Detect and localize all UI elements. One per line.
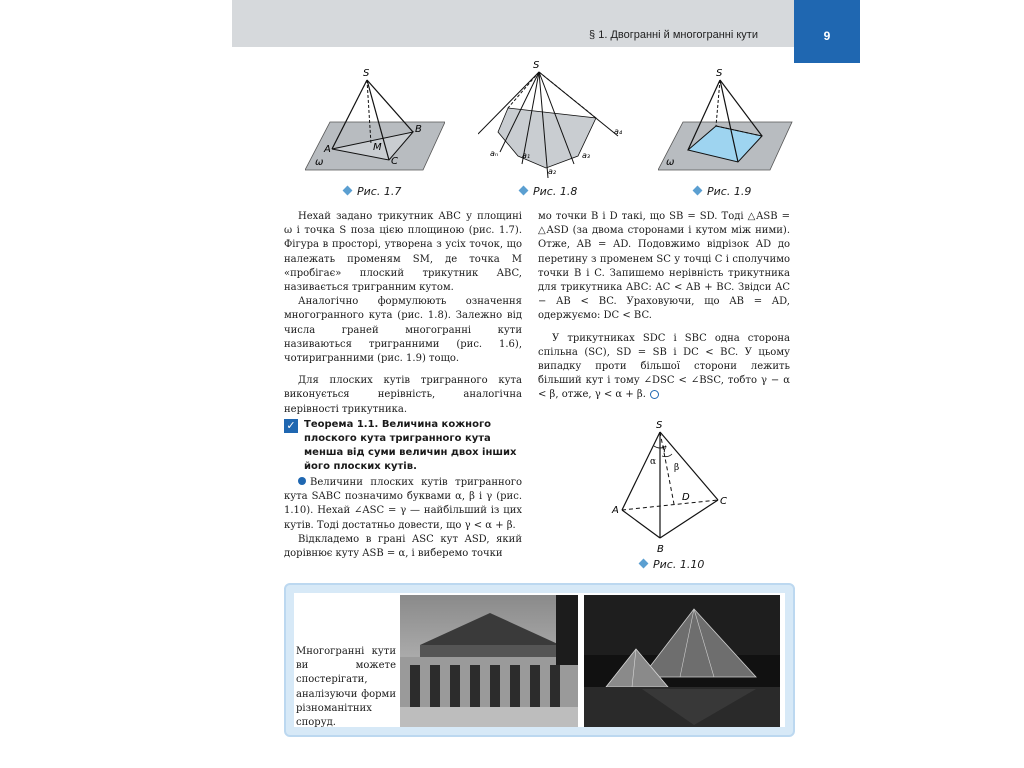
theorem-1-1: Теорема 1.1. Величина кожного плоского кута тригранного кута менша від суми величин двох інших його плоских кутів. [304,419,517,472]
paragraph: Відкладемо в грані ASC кут ASD, який дорівнює куту ASB = α, і виберемо точки [284,533,522,560]
paragraph: мо точки B і D такі, що SB = SD. Тоді △ASB = △ASD (за двома сторонами і кутом між ними). Отже, AB = AD. Подовжимо відрізок AD до перетину з променем SC у точці C і сполучимо точки B і C. Запишемо нерівність трикутника для трикутника ABC: AC < AB + BC. Звідси AC − AB < BC. Ураховуючи, що AB = AD, одержуємо: DC < BC. [538,211,790,322]
left-column [284,210,522,417]
right-column [538,210,790,403]
svg-text:M: M [373,142,382,153]
paragraph: Аналогічно формулюють означення многогранного кута (рис. 1.8). Залежно від числа граней многогранні кути називаються тригранними (рис. 1.6), чотиригранними (рис. 1.9) тощо. [284,296,522,365]
proof-bullet-icon [298,477,306,485]
caption-1-8: Рис. 1.8 [520,185,577,198]
figure-1-9 [658,62,794,186]
svg-text:α: α [650,457,657,467]
svg-text:S: S [656,420,663,431]
photo-pyramids [584,595,780,727]
paragraph: У трикутниках SDC і SBC одна сторона спільна (SC), SD = SB і DC < BC. У цьому випадку проти більшої сторони лежить більший кут і тому ∠DSC < ∠BSC, тобто γ − α < β, отже, γ < α + β. [538,332,790,401]
figure-1-8 [478,56,628,180]
svg-text:D: D [682,492,690,503]
photo-courtyard [400,595,578,727]
left-column-bottom: Величини плоских кутів тригранного кута SABC позначимо буквами α, β і γ (рис. 1.10). Нехай ∠ASC = γ — найбільший із цих кутів. Тоді достатньо довести, що γ < α + β. Відкладемо в грані ASC кут ASD, який дорівнює куту ASB = α, і виберемо точки [284,476,522,561]
svg-text:a₃: a₃ [582,151,591,160]
paragraph: Нехай задано трикутник ABC у площині ω і точка S поза цією площиною (рис. 1.7). Фігура в просторі, утворена з усіх точок, що належать променям SM, де точка M «пробігає» плоский трикутник ABC, називається тригранним кутом. [284,211,522,294]
theorem-check-icon: ✓ [284,419,298,433]
svg-text:B: B [657,544,664,555]
svg-text:a₄: a₄ [614,127,623,136]
svg-text:ω: ω [666,157,675,168]
section-title: § 1. Двогранні й многогранні кути [589,29,758,41]
label-s: S [363,68,370,79]
paragraph: Для плоских кутів тригранного кута виконується нерівність, аналогічна нерівності трикутника. [284,375,522,415]
photo-callout-text: Многогранні кути ви можете спостерігати, аналізуючи форми різноманітних споруд. [296,646,396,729]
svg-text:C: C [720,496,727,507]
figure-1-7 [305,62,445,186]
svg-text:ω: ω [315,157,324,168]
svg-text:A: A [324,144,331,155]
proof-end-icon [650,390,659,399]
svg-text:S: S [716,68,723,79]
svg-text:B: B [415,124,422,135]
caption-1-7: Рис. 1.7 [344,185,401,198]
svg-text:A: A [612,505,619,516]
left-margin [0,0,232,768]
svg-text:β: β [674,463,680,473]
caption-1-9: Рис. 1.9 [694,185,751,198]
svg-text:a₁: a₁ [522,151,531,160]
svg-text:C: C [391,156,398,167]
svg-text:aₙ: aₙ [490,149,499,158]
figure-1-10 [610,416,734,562]
page-header [232,0,794,47]
svg-text:a₂: a₂ [548,167,557,176]
caption-1-10: Рис. 1.10 [640,558,704,571]
svg-text:S: S [533,60,540,71]
svg-text:γ: γ [662,443,667,452]
page-number: 9 [794,0,860,63]
